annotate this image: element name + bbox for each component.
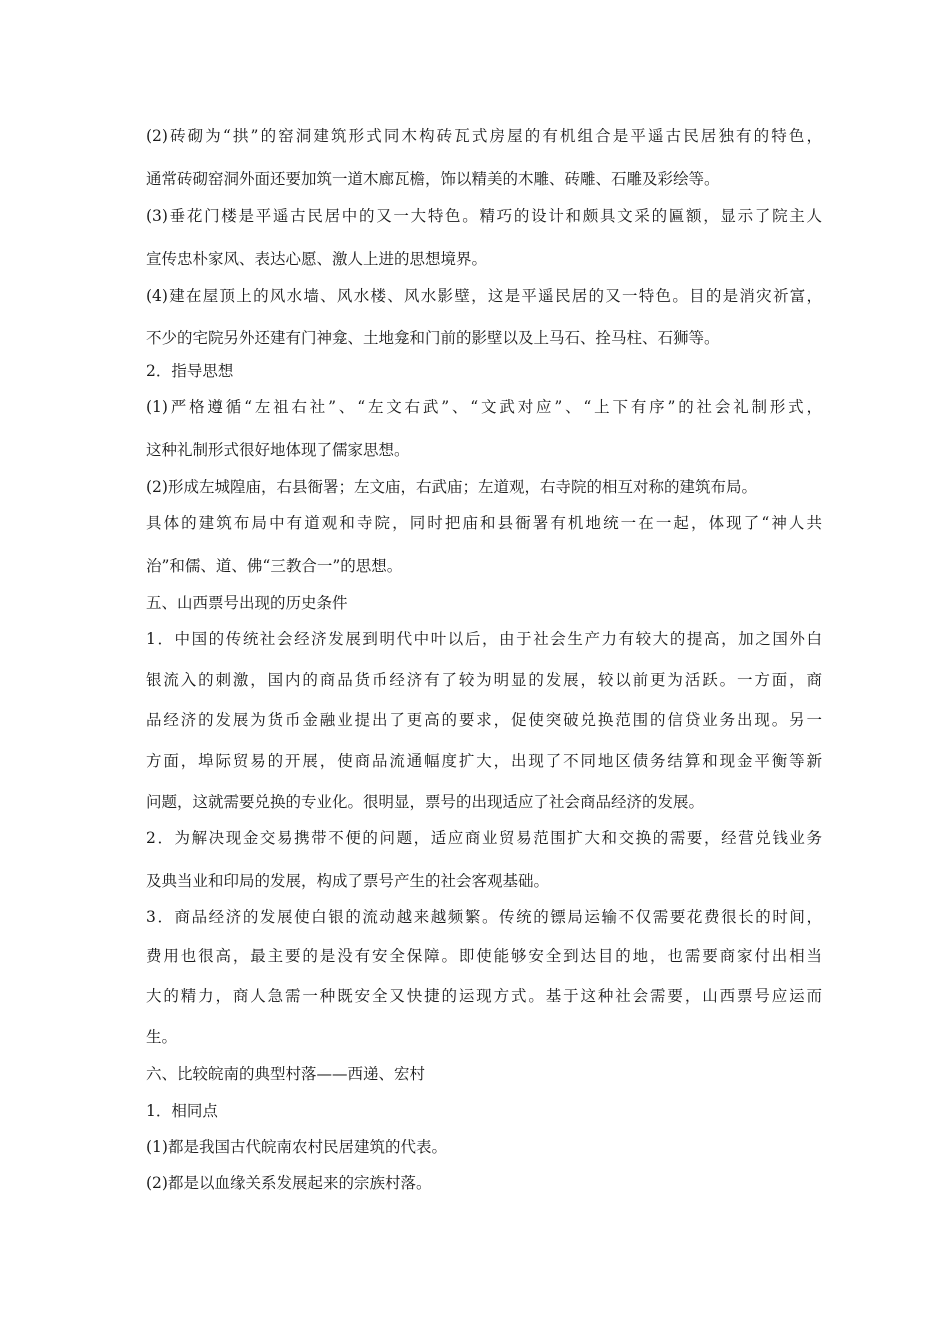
text-line: (3)垂花门楼是平遥古民居中的又一大特色。精巧的设计和颇具文采的匾额，显示了院主人 [146, 207, 822, 225]
text-line: 方面，埠际贸易的开展，使商品流通幅度扩大，出现了不同地区债务结算和现金平衡等新 [146, 752, 822, 770]
text-line: 费用也很高，最主要的是没有安全保障。即使能够安全到达目的地，也需要商家付出相当 [146, 947, 822, 965]
text-line: 这种礼制形式很好地体现了儒家思想。 [146, 441, 410, 459]
section-heading: 五、山西票号出现的历史条件 [146, 594, 348, 612]
text-line: 1．中国的传统社会经济发展到明代中叶以后，由于社会生产力有较大的提高，加之国外白 [146, 630, 822, 648]
text-line: 通常砖砌窑洞外面还要加筑一道木廊瓦檐，饰以精美的木雕、砖雕、石雕及彩绘等。 [146, 170, 720, 188]
text-line: 银流入的刺激，国内的商品货币经济有了较为明显的发展，较以前更为活跃。一方面，商 [146, 671, 822, 689]
text-line: 3．商品经济的发展使白银的流动越来越频繁。传统的镖局运输不仅需要花费很长的时间， [146, 908, 822, 926]
section-heading: 2．指导思想 [146, 362, 234, 380]
text-line: 具体的建筑布局中有道观和寺院，同时把庙和县衙署有机地统一在一起，体现了“神人共 [146, 514, 822, 532]
section-heading: 1．相同点 [146, 1102, 218, 1120]
text-line: 不少的宅院另外还建有门神龛、土地龛和门前的影壁以及上马石、拴马柱、石狮等。 [146, 329, 720, 347]
text-line: (2)砖砌为“拱”的窑洞建筑形式同木构砖瓦式房屋的有机组合是平遥古民居独有的特色， [146, 127, 822, 145]
text-line: 及典当业和印局的发展，构成了票号产生的社会客观基础。 [146, 872, 550, 890]
text-line: (2)都是以血缘关系发展起来的宗族村落。 [146, 1174, 432, 1192]
text-line: (1)严格遵循“左祖右社”、“左文右武”、“文武对应”、“上下有序”的社会礼制形式， [146, 398, 822, 416]
text-line: 2．为解决现金交易携带不便的问题，适应商业贸易范围扩大和交换的需要，经营兑钱业务 [146, 829, 822, 847]
text-line: (1)都是我国古代皖南农村民居建筑的代表。 [146, 1138, 447, 1156]
text-line: 生。 [146, 1028, 178, 1046]
text-line: 品经济的发展为货币金融业提出了更高的要求，促使突破兑换范围的信贷业务出现。另一 [146, 711, 822, 729]
text-line: 大的精力，商人急需一种既安全又快捷的运现方式。基于这种社会需要，山西票号应运而 [146, 987, 822, 1005]
text-line: 宣传忠朴家风、表达心愿、激人上进的思想境界。 [146, 250, 488, 268]
text-line: 问题，这就需要兑换的专业化。很明显，票号的出现适应了社会商品经济的发展。 [146, 793, 705, 811]
text-line: (2)形成左城隍庙，右县衙署；左文庙，右武庙；左道观，右寺院的相互对称的建筑布局。 [146, 478, 757, 496]
section-heading: 六、比较皖南的典型村落——西递、宏村 [146, 1065, 426, 1083]
text-line: (4)建在屋顶上的风水墙、风水楼、风水影壁，这是平遥民居的又一特色。目的是消灾祈富， [146, 287, 822, 305]
text-line: 治”和儒、道、佛“三教合一”的思想。 [146, 557, 403, 575]
